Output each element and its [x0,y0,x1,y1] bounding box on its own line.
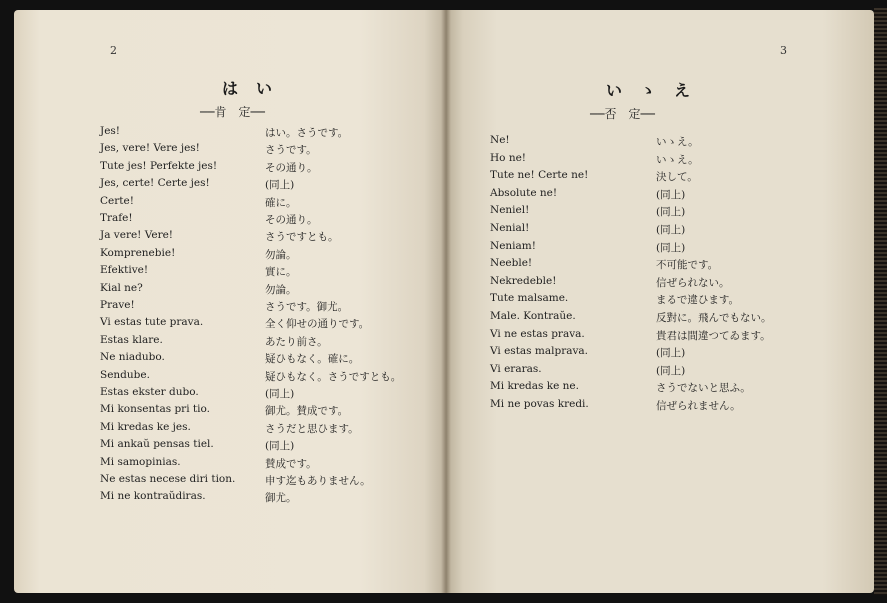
japanese-translation: いゝえ。 [656,153,699,166]
phrase-row [490,240,820,257]
japanese-translation: 決して。 [656,171,698,184]
phrase-row [100,351,430,368]
esperanto-phrase: Nekredeble! [490,274,557,287]
phrase-row [100,438,430,455]
phrase-row [100,473,430,490]
phrase-row [490,380,820,397]
esperanto-phrase: Estas ekster dubo. [100,386,199,398]
esperanto-phrase: Absolute ne! [490,186,558,199]
japanese-translation: 不可能です。 [656,259,719,272]
esperanto-phrase: Ja vere! Vere! [100,229,174,242]
japanese-translation: さうでないと思ふ。 [656,382,751,395]
japanese-translation: 勿論。 [265,283,297,296]
esperanto-phrase: Neniel! [490,204,530,217]
phrase-row [100,386,430,403]
phrase-row [100,299,430,316]
japanese-translation: いゝえ。 [656,136,699,148]
phrase-row [100,403,430,420]
phrase-row [100,490,430,507]
japanese-translation: あたり前さ。 [265,335,328,348]
phrase-row [490,345,820,362]
esperanto-phrase: Nenial! [490,222,530,234]
esperanto-phrase: Vi estas tute prava. [100,316,204,329]
phrase-row [100,177,430,194]
esperanto-phrase: Trafe! [100,212,133,224]
phrase-row [490,222,820,239]
phrase-row [490,363,820,380]
japanese-translation: 貴君は間違つてゐます。 [656,329,771,342]
phrase-row [490,187,820,204]
phrase-row [490,257,820,274]
esperanto-phrase: Vi estas malprava. [490,345,589,358]
esperanto-phrase: Mi kredas ke jes. [100,420,191,433]
phrase-row [100,125,430,142]
phrase-row [100,282,430,299]
phrase-row [490,169,820,186]
esperanto-phrase: Estas klare. [100,333,163,346]
japanese-translation: 御尤。賛成です。 [265,405,349,418]
phrase-row [100,212,430,229]
japanese-translation: さうだと思ひます。 [265,422,359,435]
japanese-translation: (同上) [656,224,686,236]
phrase-row [490,134,820,151]
esperanto-phrase: Mi samopinias. [100,455,181,468]
esperanto-phrase: Certe! [100,194,134,207]
japanese-translation: その通り。 [265,214,318,226]
esperanto-phrase: Tute jes! Perfekte jes! [100,159,218,172]
phrase-row [100,247,430,264]
japanese-translation: はい。さうです。 [265,127,349,139]
phrase-row [490,152,820,169]
japanese-translation: 賛成です。 [265,457,317,470]
japanese-translation: (同上) [656,241,686,254]
japanese-translation: 實に。 [265,266,297,279]
page-title: いゝえ [606,81,709,100]
phrase-row [490,275,820,292]
japanese-translation: 疑ひもなく。確に。 [265,353,360,366]
page-subtitle: ──肯 定── [200,105,265,119]
japanese-translation: (同上) [265,440,295,453]
japanese-translation: (同上) [656,364,686,377]
esperanto-phrase: Ne! [490,134,510,146]
japanese-translation: 信ぜられない。 [656,276,730,289]
book-gutter [441,10,451,593]
phrase-row [490,328,820,345]
esperanto-phrase: Neeble! [490,257,533,270]
esperanto-phrase: Mi ne kontraŭdiras. [100,490,206,503]
phrase-row [100,142,430,159]
phrase-row [490,398,820,415]
esperanto-phrase: Mi konsentas pri tio. [100,403,210,416]
japanese-translation: 勿論。 [265,248,297,261]
japanese-translation: (同上) [656,188,686,201]
esperanto-phrase: Komprenebie! [100,246,176,259]
esperanto-phrase: Prave! [100,299,135,311]
esperanto-phrase: Efektive! [100,264,149,277]
japanese-translation: (同上) [656,347,686,360]
japanese-translation: その通り。 [265,161,318,174]
page-edges [874,8,887,595]
japanese-translation: 信ぜられません。 [656,400,741,412]
phrase-row [100,316,430,333]
esperanto-phrase: Tute ne! Certe ne! [490,169,589,182]
right-page [446,10,874,593]
japanese-translation: 疑ひもなく。さうですとも。 [265,370,402,383]
phrase-row [100,456,430,473]
phrase-row [100,264,430,281]
phrase-row [100,195,430,212]
japanese-translation: 申す迄もありません。 [265,475,371,487]
esperanto-phrase: Mi ankaŭ pensas tiel. [100,438,214,451]
esperanto-phrase: Ne estas necese diri tion. [100,473,236,485]
esperanto-phrase: Sendube. [100,368,150,381]
page-number: 3 [780,44,787,57]
japanese-translation: 御尤。 [265,492,297,505]
page-subtitle: ──否 定── [590,107,655,121]
esperanto-phrase: Jes! [100,125,121,137]
japanese-translation: まるで違ひます。 [656,294,740,307]
page-title: はい [222,79,291,98]
esperanto-phrase: Male. Kontraŭe. [490,310,576,322]
japanese-translation: 反對に。飛んでもない。 [656,312,772,324]
japanese-translation: さうですとも。 [265,231,339,244]
phrase-row [100,334,430,351]
left-page [14,10,446,593]
esperanto-phrase: Mi kredas ke ne. [490,380,579,393]
esperanto-phrase: Jes, certe! Certe jes! [100,177,210,190]
japanese-translation: 確に。 [265,196,297,209]
phrase-row [100,421,430,438]
esperanto-phrase: Ho ne! [490,151,527,164]
esperanto-phrase: Vi ne estas prava. [490,327,585,340]
japanese-translation: (同上) [265,179,295,192]
phrase-row [100,369,430,386]
japanese-translation: (同上) [265,388,295,400]
japanese-translation: 全く仰せの通りです。 [265,318,370,331]
phrase-row [100,160,430,177]
esperanto-phrase: Neniam! [490,239,536,252]
esperanto-phrase: Ne niadubo. [100,351,165,364]
esperanto-phrase: Vi eraras. [490,362,542,375]
phrase-row [490,204,820,221]
phrase-row [490,292,820,309]
japanese-translation: さうです。御尤。 [265,301,349,313]
japanese-translation: さうです。 [265,144,317,157]
japanese-translation: (同上) [656,206,686,219]
page-number: 2 [110,44,117,57]
phrase-row [490,310,820,327]
esperanto-phrase: Mi ne povas kredi. [490,398,589,410]
esperanto-phrase: Kial ne? [100,281,143,294]
esperanto-phrase: Jes, vere! Vere jes! [100,142,200,155]
phrase-row [100,229,430,246]
esperanto-phrase: Tute malsame. [490,292,569,305]
